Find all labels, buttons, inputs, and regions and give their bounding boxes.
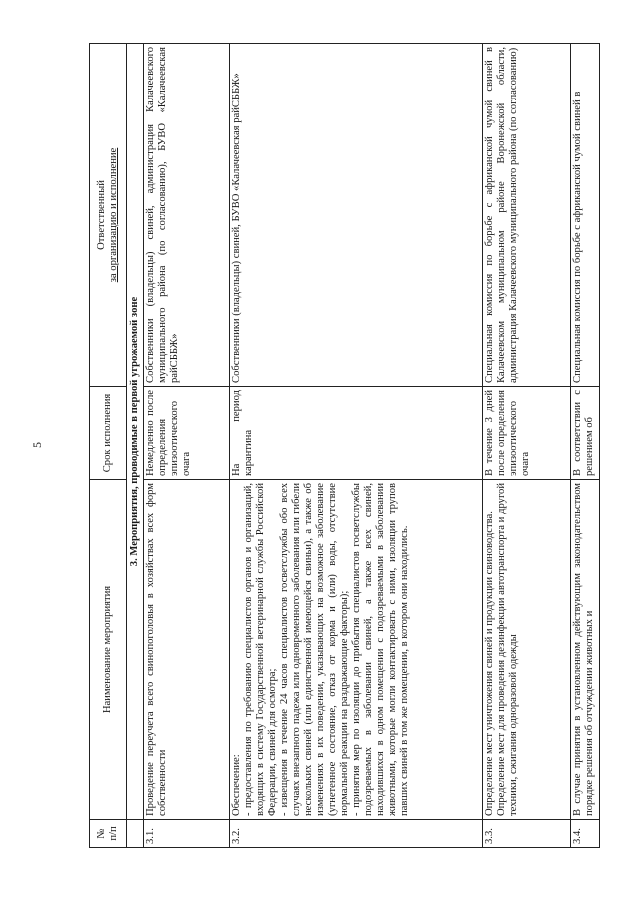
section-row [127,44,144,848]
measure-line: - предоставления по требованию специалистов органов и организаций, входящих в систему Государственной ветеринарной службы Российской Федерации, свиней для осмотра; [242,483,278,816]
rotated-table-area [89,44,609,848]
header-resp-line1: Ответственный [96,180,108,250]
row-measure [229,480,482,820]
row-number: 3.3. [482,820,570,848]
table-row [143,44,229,848]
measure-line: Определение мест уничтожения свиней и продукции свиноводства. [483,511,495,816]
row-number: 3.1. [143,820,229,848]
measure-text: В случае принятия в установленном действующим законодательством порядке решения об отчуждении животных и [571,483,595,816]
header-term: Срок исполнения [90,387,127,480]
header-num-line2: п/п [108,826,119,841]
row-responsible [570,44,599,387]
header-responsible [90,44,127,387]
table-row [570,44,599,848]
row-term: В течение 3 дней после определения эпизоотического очага [482,387,570,480]
row-responsible: Специальная комиссия по борьбе с африканской чумой свиней в Калачеевском муниципальном районе Воронежской области, администрация Калачеевского муниципального района (по согласованию) [482,44,570,387]
measure-line: Определение мест для проведения дезинфекции автотранспорта и другой техники, сжигания одноразовой одежды [495,483,519,816]
row-number: 3.4. [570,820,599,848]
header-num-line1: № [96,828,108,839]
measure-line: - принятия мер по изоляции до прибытия специалистов госветслужбы подозреваемых в заболевании свиней, а также всех свиней, находившихся в одном помещении с подозреваемыми в заболевании животными, которые могли контактировать с ними, изоляции трупов павших свиней в том же помещении, в котором они находились. [350,483,410,816]
row-responsible: Собственники (владельцы) свиней, администрация Калачеевского муниципального района (по согласованию), БУВО «Калачеевская райСББЖ» [143,44,229,387]
measures-table [89,43,600,848]
measure-line: - извещения в течение 24 часов специалистов госветслужбы обо всех случаях внезапного падежа или одновременного заболевания или гибели нескольких свиней (или единственной имеющейся свиньи), а также об изменениях в их поведении, указывающих на возможное заболевание (угнетенное состояние, отказ от корма и (или) воды, отсутствие нормальной реакции на раздражающие факторы); [278,483,350,816]
term-text: В соответствии с решением об [571,390,595,476]
table-row [229,44,482,848]
row-measure [570,480,599,820]
table-row [482,44,570,848]
row-term [570,387,599,480]
row-measure [482,480,570,820]
header-name: Наименование мероприятия [90,480,127,820]
row-number: 3.2. [229,820,482,848]
page-number: 5 [30,442,44,448]
header-num [90,820,127,848]
row-term: Немедленно после определения эпизоотического очага [143,387,229,480]
header-row [90,44,127,848]
row-measure: Проведение переучета всего свинопоголовья в хозяйствах всех форм собственности [143,480,229,820]
responsible-text: Специальная комиссия по борьбе с африканской чумой свиней в [571,91,583,383]
row-term: На период карантина [229,387,482,480]
row-responsible: Собственники (владельцы) свиней, БУВО «Калачеевская райСББЖ» [229,44,482,387]
measure-line: Обеспечение: [230,754,242,816]
header-resp-line2: за организацию и исполнение [108,147,119,283]
section-title: 3. Мероприятия, проводимые в первой угрожаемой зоне [127,44,144,820]
